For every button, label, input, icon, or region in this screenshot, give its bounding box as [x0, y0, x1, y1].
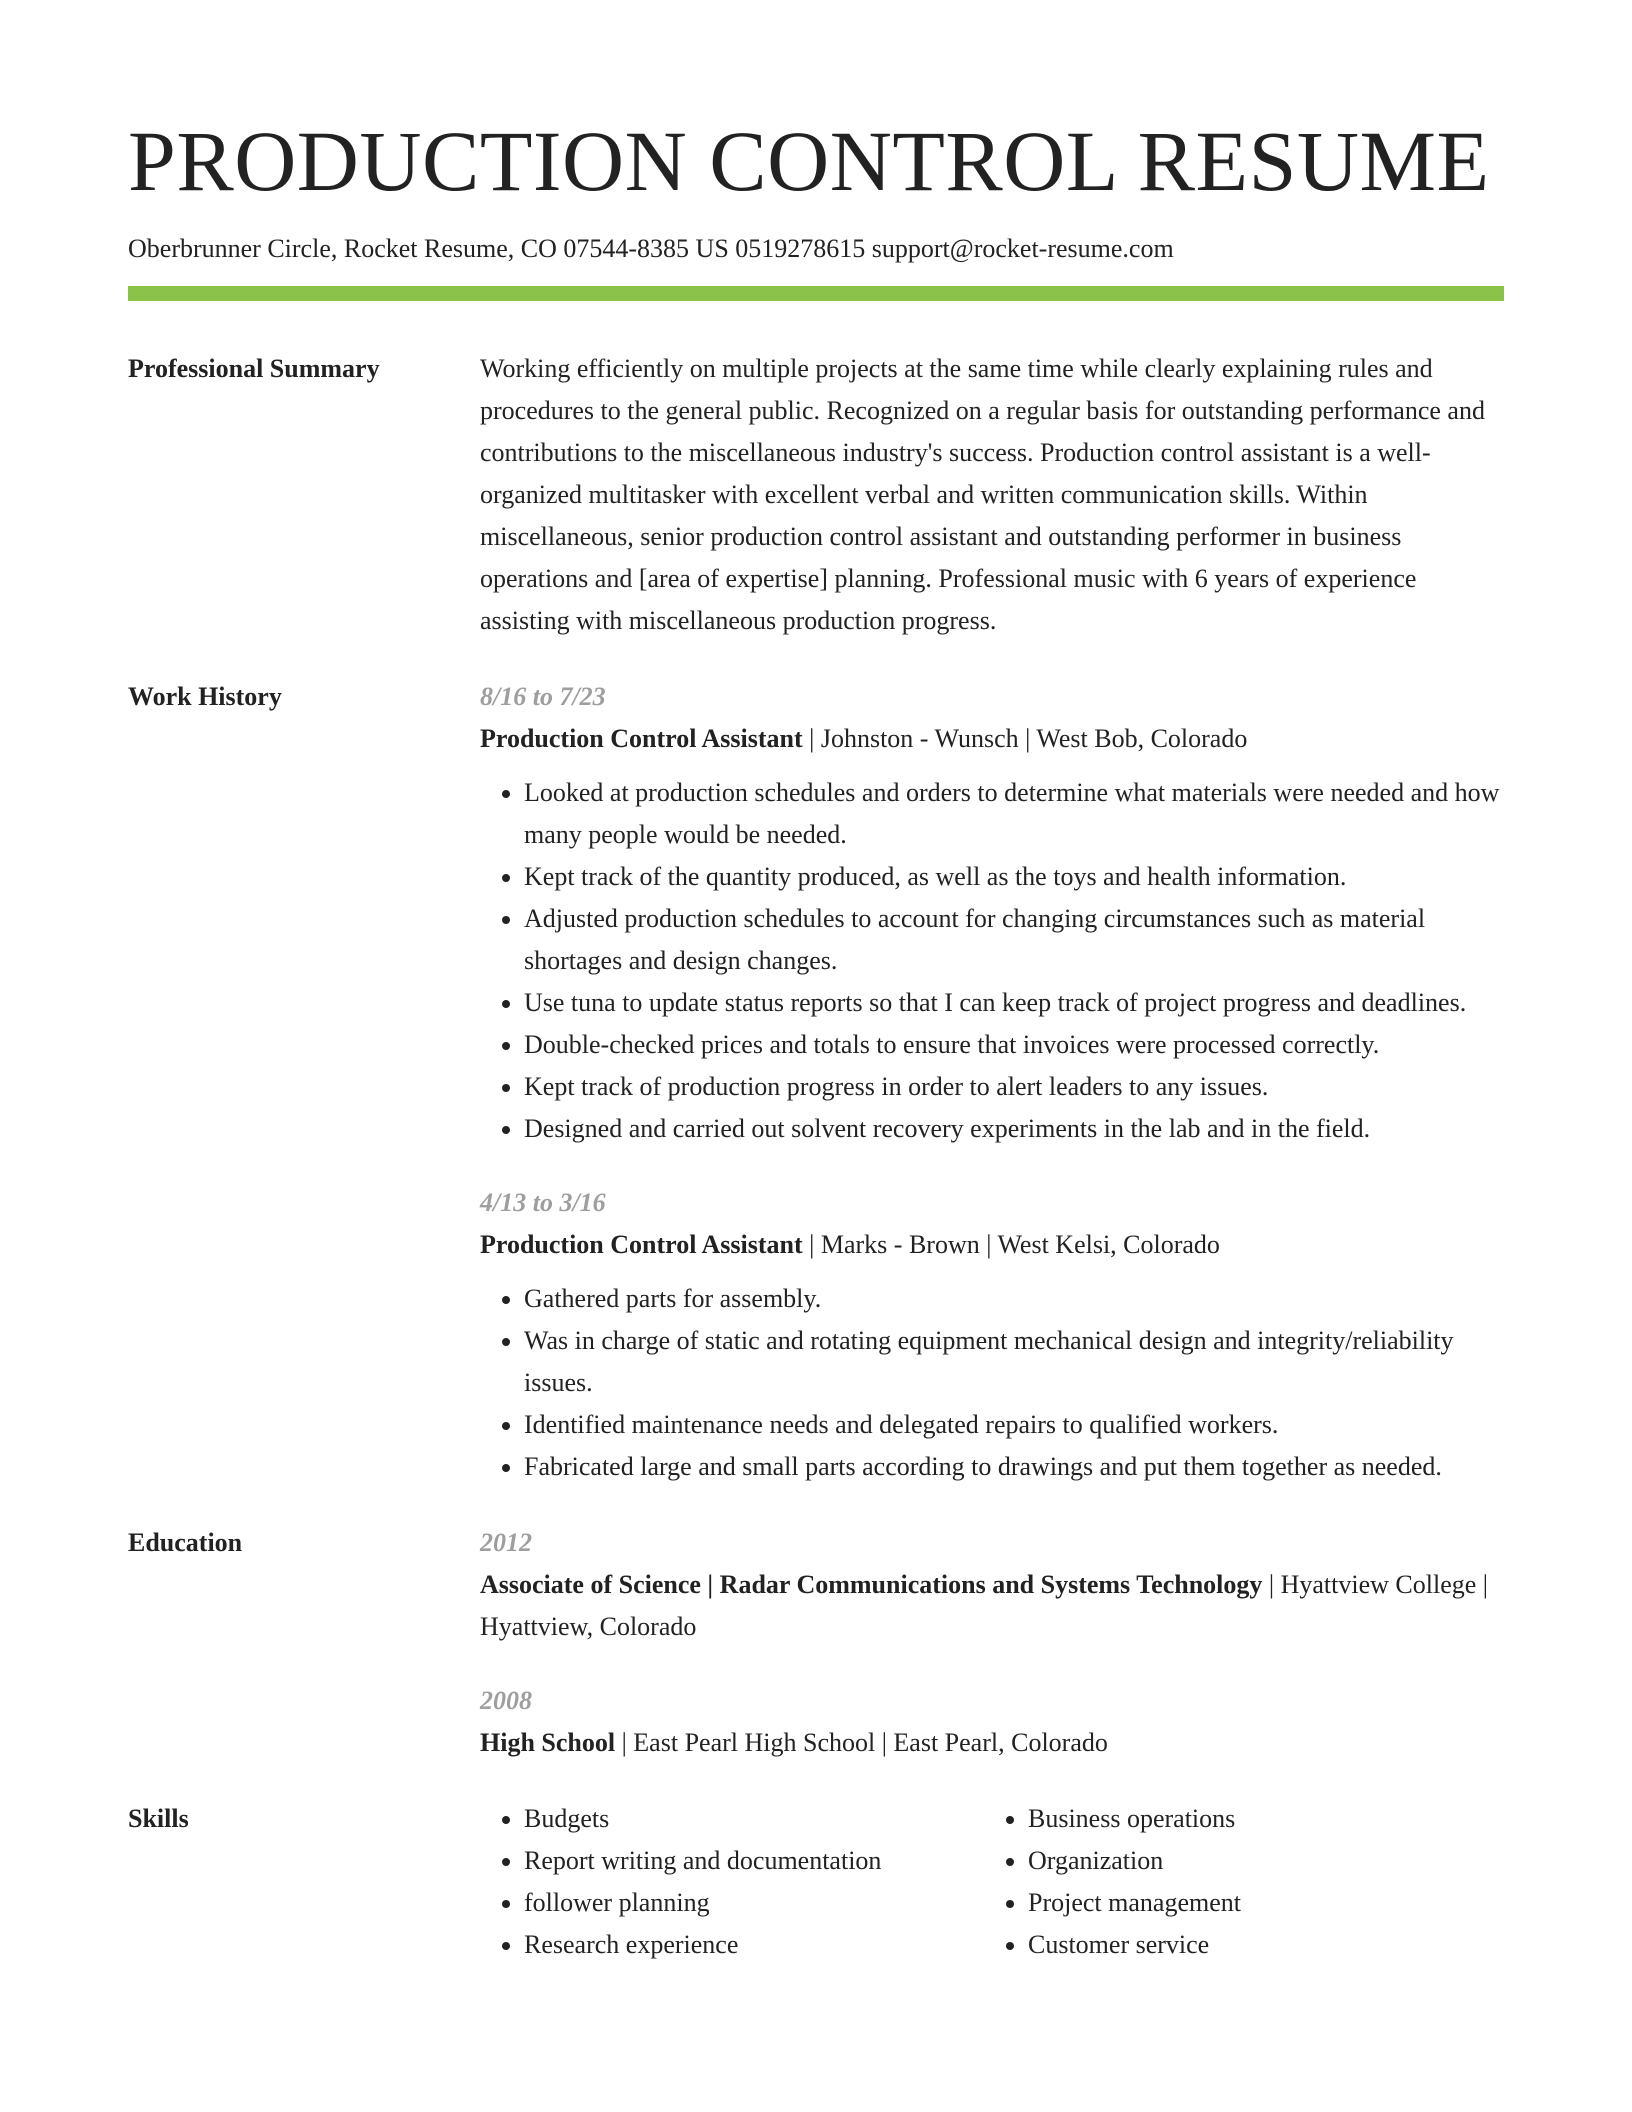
job-entry	[480, 676, 1504, 1150]
summary-body	[480, 348, 1504, 642]
skills-grid	[480, 1798, 1504, 1966]
contact-line: Oberbrunner Circle, Rocket Resume, CO 07544-8385 US 0519278615 support@rocket-resume.com	[128, 234, 1174, 263]
job-title: Production Control Assistant	[480, 724, 803, 753]
job-bullet: • Double-checked prices and totals to ensure that invoices were processed correctly.	[524, 1024, 1504, 1066]
skills-column-left	[480, 1798, 984, 1966]
job-heading	[480, 718, 1504, 760]
job-details: | Johnston - Wunsch | West Bob, Colorado	[802, 724, 1248, 753]
resume-sections	[128, 348, 1504, 2000]
education-heading	[480, 1722, 1504, 1764]
summary-label: Professional Summary	[128, 354, 380, 383]
education-body	[480, 1522, 1504, 1764]
skill-item: • Project management	[1028, 1882, 1488, 1924]
skill-item: • Organization	[1028, 1840, 1488, 1882]
education-section	[128, 1522, 1504, 1764]
skill-item: • follower planning	[524, 1882, 984, 1924]
job-bullet: • Fabricated large and small parts according to drawings and put them together as needed.	[524, 1446, 1504, 1488]
education-details: | Hyattview College | Hyattview, Colorado	[480, 1570, 1488, 1641]
skill-item: • Business operations	[1028, 1798, 1488, 1840]
work-history-section	[128, 676, 1504, 1488]
education-entry	[480, 1680, 1504, 1764]
job-bullet: • Designed and carried out solvent recovery experiments in the lab and in the field.	[524, 1108, 1504, 1150]
job-bullet: • Kept track of the quantity produced, as well as the toys and health information.	[524, 856, 1504, 898]
job-bullet: • Use tuna to update status reports so that I can keep track of project progress and deadlines.	[524, 982, 1504, 1024]
job-dates: 4/13 to 3/16	[480, 1188, 606, 1217]
job-entry	[480, 1182, 1504, 1488]
work-history-body	[480, 676, 1504, 1488]
work-history-label: Work History	[128, 682, 282, 711]
job-bullet: • Kept track of production progress in order to alert leaders to any issues.	[524, 1066, 1504, 1108]
education-degree: Associate of Science | Radar Communications and Systems Technology	[480, 1570, 1263, 1599]
skills-label: Skills	[128, 1804, 189, 1833]
job-bullets	[480, 772, 1504, 1150]
job-bullet: • Identified maintenance needs and delegated repairs to qualified workers.	[524, 1404, 1504, 1446]
skills-body	[480, 1798, 1504, 1966]
accent-divider	[128, 286, 1504, 301]
job-bullet: • Looked at production schedules and orders to determine what materials were needed and how many people would be needed.	[524, 772, 1504, 856]
job-dates: 8/16 to 7/23	[480, 682, 606, 711]
summary-text: Working efficiently on multiple projects at the same time while clearly explaining rules and procedures to the general public. Recognized on a regular basis for outstanding performance and contributions to the miscellaneous industry's success. Production control assistant is a well-organized multitasker with excellent verbal and written communication skills. Within miscellaneous, senior production control assistant and outstanding performer in business operations and [area of expertise] planning. Professional music with 6 years of experience assisting with miscellaneous production progress.	[480, 354, 1485, 635]
education-year: 2008	[480, 1686, 532, 1715]
job-title: Production Control Assistant	[480, 1230, 803, 1259]
job-bullet: • Adjusted production schedules to account for changing circumstances such as material shortages and design changes.	[524, 898, 1504, 982]
job-bullet: • Was in charge of static and rotating equipment mechanical design and integrity/reliability issues.	[524, 1320, 1504, 1404]
education-degree: High School	[480, 1728, 616, 1757]
education-heading	[480, 1564, 1504, 1648]
job-heading	[480, 1224, 1504, 1266]
job-bullets	[480, 1278, 1504, 1488]
summary-section	[128, 348, 1504, 642]
education-year: 2012	[480, 1528, 532, 1557]
skill-item: • Budgets	[524, 1798, 984, 1840]
education-label: Education	[128, 1528, 243, 1557]
education-entry	[480, 1522, 1504, 1648]
education-details: | East Pearl High School | East Pearl, Colorado	[615, 1728, 1108, 1757]
skills-column-right	[984, 1798, 1488, 1966]
skills-section	[128, 1798, 1504, 1966]
job-details: | Marks - Brown | West Kelsi, Colorado	[802, 1230, 1220, 1259]
skill-item: • Customer service	[1028, 1924, 1488, 1966]
skill-item: • Research experience	[524, 1924, 984, 1966]
resume-title: PRODUCTION CONTROL RESUME	[128, 113, 1490, 209]
skill-item: • Report writing and documentation	[524, 1840, 984, 1882]
job-bullet: • Gathered parts for assembly.	[524, 1278, 1504, 1320]
